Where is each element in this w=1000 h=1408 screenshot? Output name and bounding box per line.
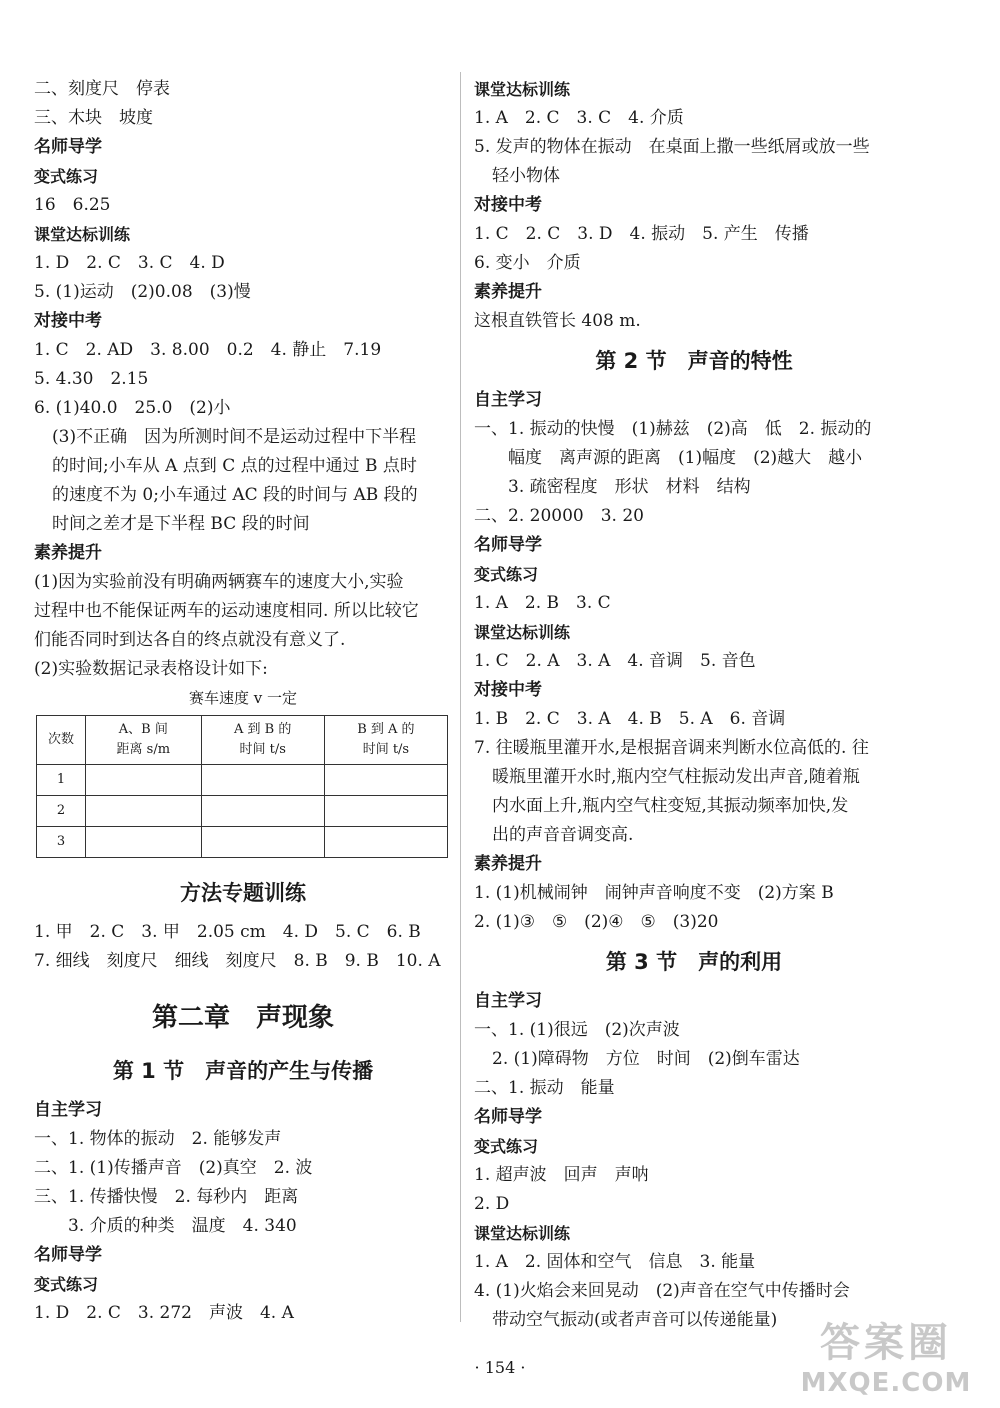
heading-mingshi: 名师导学 <box>34 1245 102 1265</box>
answer-line: 5. (1)运动 (2)0.08 (3)慢 <box>34 282 251 302</box>
experiment-record-table <box>36 715 448 858</box>
answer-line: 过程中也不能保证两车的运动速度相同. 所以比较它 <box>34 601 419 621</box>
section-title-2: 第 2 节 声音的特性 <box>595 349 793 373</box>
heading-mingshi: 名师导学 <box>474 1107 542 1127</box>
answer-line: (2)实验数据记录表格设计如下: <box>34 659 268 679</box>
heading-zizhu: 自主学习 <box>474 390 542 410</box>
answer-line: 二、刻度尺 停表 <box>34 79 170 99</box>
heading-duijie: 对接中考 <box>474 195 542 215</box>
answer-line: 6. 变小 介质 <box>474 253 581 273</box>
answer-line: 二、2. 20000 3. 20 <box>474 506 644 526</box>
answer-line: 1. A 2. C 3. C 4. 介质 <box>474 108 684 128</box>
answer-line: 1. A 2. B 3. C <box>474 593 611 613</box>
answer-line: 1. (1)机械闹钟 闹钟声音响度不变 (2)方案 B <box>474 883 834 903</box>
heading-suyang: 素养提升 <box>474 282 542 302</box>
heading-ketang: 课堂达标训练 <box>474 623 571 642</box>
table-cell <box>324 796 447 827</box>
answer-line: 这根直铁管长 408 m. <box>474 311 641 331</box>
heading-ketang: 课堂达标训练 <box>474 80 571 99</box>
answer-line: 7. 细线 刻度尺 细线 刻度尺 8. B 9. B 10. A <box>34 951 441 971</box>
watermark-url: MXQE.COM <box>800 1368 972 1398</box>
table-cell: 1 <box>37 765 86 796</box>
answer-line: 5. 4.30 2.15 <box>34 369 149 389</box>
heading-mingshi: 名师导学 <box>474 535 542 555</box>
heading-zizhu: 自主学习 <box>34 1100 102 1120</box>
answer-line: 们能否同时到达各自的终点就没有意义了. <box>34 630 346 650</box>
answer-line: 的时间;小车从 A 点到 C 点的过程中通过 B 点时 <box>52 456 417 476</box>
table-cell <box>86 796 202 827</box>
table-row <box>37 827 448 858</box>
table-cell <box>201 827 324 858</box>
answer-line: 暖瓶里灌开水时,瓶内空气柱振动发出声音,随着瓶 <box>492 767 860 787</box>
heading-mingshi: 名师导学 <box>34 137 102 157</box>
answer-line: 4. (1)火焰会来回晃动 (2)声音在空气中传播时会 <box>474 1281 850 1301</box>
answer-line: 1. D 2. C 3. C 4. D <box>34 253 225 273</box>
section-title-1: 第 1 节 声音的产生与传播 <box>112 1059 374 1083</box>
answer-line: 1. C 2. C 3. D 4. 振动 5. 产生 传播 <box>474 224 809 244</box>
answer-line: 二、1. 振动 能量 <box>474 1078 615 1098</box>
header-cell-line: 时间 t/s <box>362 742 410 757</box>
answer-line: 轻小物体 <box>492 166 560 186</box>
answer-line: 7. 往暖瓶里灌开水,是根据音调来判断水位高低的. 往 <box>474 738 869 758</box>
table-cell <box>324 765 447 796</box>
heading-suyang: 素养提升 <box>34 543 102 563</box>
answer-line: 2. (1)③ ⑤ (2)④ ⑤ (3)20 <box>474 912 719 932</box>
left-column <box>34 75 452 1328</box>
table-header-row <box>37 716 448 765</box>
answer-line: 1. 超声波 回声 声呐 <box>474 1165 649 1185</box>
heading-suyang: 素养提升 <box>474 854 542 874</box>
answer-line: 时间之差才是下半程 BC 段的时间 <box>52 514 310 534</box>
table-row <box>37 765 448 796</box>
answer-line: 16 6.25 <box>34 195 111 215</box>
answer-line: 内水面上升,瓶内空气柱变短,其振动频率加快,发 <box>492 796 849 816</box>
heading-bianshi: 变式练习 <box>474 565 539 584</box>
table-cell <box>201 765 324 796</box>
answer-line: 出的声音音调变高. <box>492 825 634 845</box>
answer-line: 5. 发声的物体在振动 在桌面上撒一些纸屑或放一些 <box>474 137 870 157</box>
table-cell <box>86 827 202 858</box>
answer-line: 1. C 2. A 3. A 4. 音调 5. 音色 <box>474 651 756 671</box>
answer-line: 1. D 2. C 3. 272 声波 4. A <box>34 1303 294 1323</box>
answer-line: (1)因为实验前没有明确两辆赛车的速度大小,实验 <box>34 572 404 592</box>
section-title-fangfa: 方法专题训练 <box>180 881 306 905</box>
header-cell-line: 距离 s/m <box>116 742 171 757</box>
answer-line: 3. 疏密程度 形状 材料 结构 <box>508 477 751 497</box>
header-cell-line: A 到 B 的 <box>234 722 292 737</box>
chapter-title: 第二章 声现象 <box>151 1003 334 1033</box>
header-cell <box>324 716 447 765</box>
answer-line: 的速度不为 0;小车通过 AC 段的时间与 AB 段的 <box>52 485 418 505</box>
header-cell-line: 时间 t/s <box>239 742 286 757</box>
table-cell: 3 <box>37 827 86 858</box>
answer-line: 带动空气振动(或者声音可以传递能量) <box>492 1310 778 1330</box>
answer-line: 1. B 2. C 3. A 4. B 5. A 6. 音调 <box>474 709 786 729</box>
answer-line: 1. 甲 2. C 3. 甲 2.05 cm 4. D 5. C 6. B <box>34 922 421 942</box>
answer-line: 二、1. (1)传播声音 (2)真空 2. 波 <box>34 1158 313 1178</box>
answer-line: (3)不正确 因为所测时间不是运动过程中下半程 <box>52 427 417 447</box>
header-cell-line: A、B 间 <box>118 722 168 737</box>
answer-line: 一、1. (1)很远 (2)次声波 <box>474 1020 680 1040</box>
answer-line: 三、1. 传播快慢 2. 每秒内 距离 <box>34 1187 299 1207</box>
answer-line: 一、1. 物体的振动 2. 能够发声 <box>34 1129 282 1149</box>
answer-line: 一、1. 振动的快慢 (1)赫兹 (2)高 低 2. 振动的 <box>474 419 872 439</box>
right-column <box>474 75 914 1335</box>
table-caption: 赛车速度 v 一定 <box>188 689 297 707</box>
header-cell: 次数 <box>37 716 86 765</box>
answer-line: 1. C 2. AD 3. 8.00 0.2 4. 静止 7.19 <box>34 340 382 360</box>
table-row <box>37 796 448 827</box>
answer-line: 幅度 离声源的距离 (1)幅度 (2)越大 越小 <box>508 448 863 468</box>
header-cell <box>86 716 202 765</box>
table-cell <box>86 765 202 796</box>
answer-line: 2. D <box>474 1194 510 1214</box>
heading-bianshi: 变式练习 <box>34 1275 99 1294</box>
header-cell-line: B 到 A 的 <box>357 722 415 737</box>
heading-bianshi: 变式练习 <box>474 1137 539 1156</box>
heading-zizhu: 自主学习 <box>474 991 542 1011</box>
answer-line: 3. 介质的种类 温度 4. 340 <box>68 1216 297 1236</box>
header-cell <box>201 716 324 765</box>
heading-ketang: 课堂达标训练 <box>474 1224 571 1243</box>
page-number: · 154 · <box>474 1358 526 1377</box>
section-title-3: 第 3 节 声的利用 <box>605 950 783 974</box>
answer-line: 6. (1)40.0 25.0 (2)小 <box>34 398 231 418</box>
table-cell <box>201 796 324 827</box>
watermark-text: 答案圈 <box>820 1320 952 1366</box>
answer-line: 1. A 2. 固体和空气 信息 3. 能量 <box>474 1252 756 1272</box>
watermark-logo <box>786 1318 986 1402</box>
table-cell: 2 <box>37 796 86 827</box>
heading-duijie: 对接中考 <box>474 680 542 700</box>
heading-duijie: 对接中考 <box>34 311 102 331</box>
heading-bianshi: 变式练习 <box>34 167 99 186</box>
column-divider <box>460 72 461 1322</box>
heading-ketang: 课堂达标训练 <box>34 225 131 244</box>
answer-line: 2. (1)障碍物 方位 时间 (2)倒车雷达 <box>492 1049 800 1069</box>
table-cell <box>324 827 447 858</box>
answer-line: 三、木块 坡度 <box>34 108 153 128</box>
